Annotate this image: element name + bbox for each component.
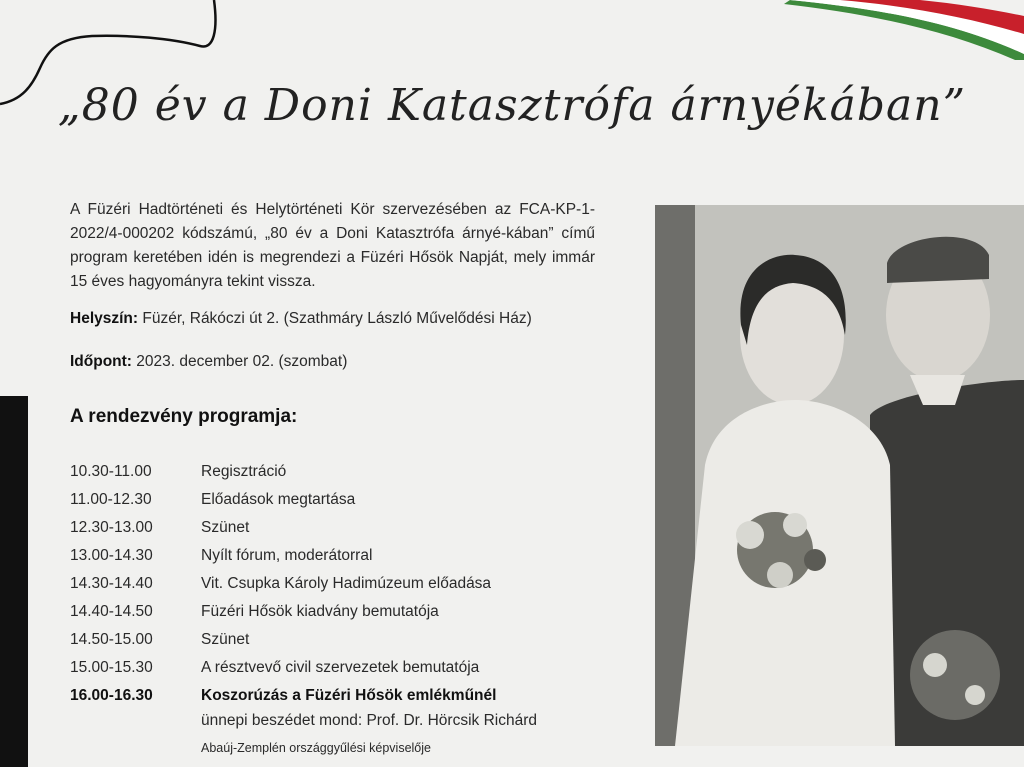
historic-photo (655, 205, 1024, 746)
program-time: 12.30-13.00 (70, 519, 153, 536)
program-item: Koszorúzás a Füzéri Hősök emlékműnél (201, 687, 497, 704)
program-time: 11.00-12.30 (70, 491, 152, 508)
program-row (70, 542, 630, 570)
event-title: „80 év a Doni Katasztrófa árnyékában” (57, 80, 967, 131)
program-heading: A rendezvény programja: (70, 406, 298, 427)
program-item: Vit. Csupka Károly Hadimúzeum előadása (201, 575, 492, 592)
location-line (70, 310, 532, 328)
date-value: 2023. december 02. (szombat) (131, 353, 348, 370)
program-row (70, 654, 630, 682)
program-time: 14.30-14.40 (70, 575, 153, 592)
program-time: 10.30-11.00 (70, 463, 152, 480)
location-label: Helyszín: (70, 310, 139, 327)
program-time: 16.00-16.30 (70, 687, 153, 704)
program-list (70, 458, 630, 710)
program-time: 14.50-15.00 (70, 631, 153, 648)
program-row (70, 486, 630, 514)
program-item: Előadások megtartása (201, 491, 356, 508)
program-item: Füzéri Hősök kiadvány bemutatója (201, 603, 439, 620)
program-item: Regisztráció (201, 463, 287, 480)
program-time: 13.00-14.30 (70, 547, 153, 564)
program-item: A résztvevő civil szervezetek bemutatója (201, 659, 480, 676)
speech-note: ünnepi beszédet mond: Prof. Dr. Hörcsik Richárd (201, 712, 537, 729)
program-row (70, 626, 630, 654)
flag-ribbon (780, 0, 1024, 60)
date-label: Időpont: (70, 353, 132, 370)
program-row (70, 570, 630, 598)
speaker-role: Abaúj-Zemplén országgyűlési képviselője (201, 741, 431, 755)
program-row (70, 458, 630, 486)
program-row (70, 514, 630, 542)
side-bar (0, 396, 28, 767)
program-item: Szünet (201, 519, 250, 536)
intro-paragraph: A Füzéri Hadtörténeti és Helytörténeti Kör szervezésében az FCA-KP-1-2022/4-000202 kódszámú, „80 év a Doni Katasztrófa árnyé-kában” című program keretében idén is megrendezi a Füzéri Hősök Napját, mely immár 15 éves hagyományra tekint vissza. (70, 201, 595, 290)
program-item: Nyílt fórum, moderátorral (201, 547, 373, 564)
program-time: 14.40-14.50 (70, 603, 153, 620)
program-item: Szünet (201, 631, 250, 648)
program-row-highlight (70, 682, 630, 710)
date-line (70, 353, 347, 371)
program-time: 15.00-15.30 (70, 659, 153, 676)
program-row (70, 598, 630, 626)
location-value: Füzér, Rákóczi út 2. (Szathmáry László Művelődési Ház) (138, 310, 532, 327)
